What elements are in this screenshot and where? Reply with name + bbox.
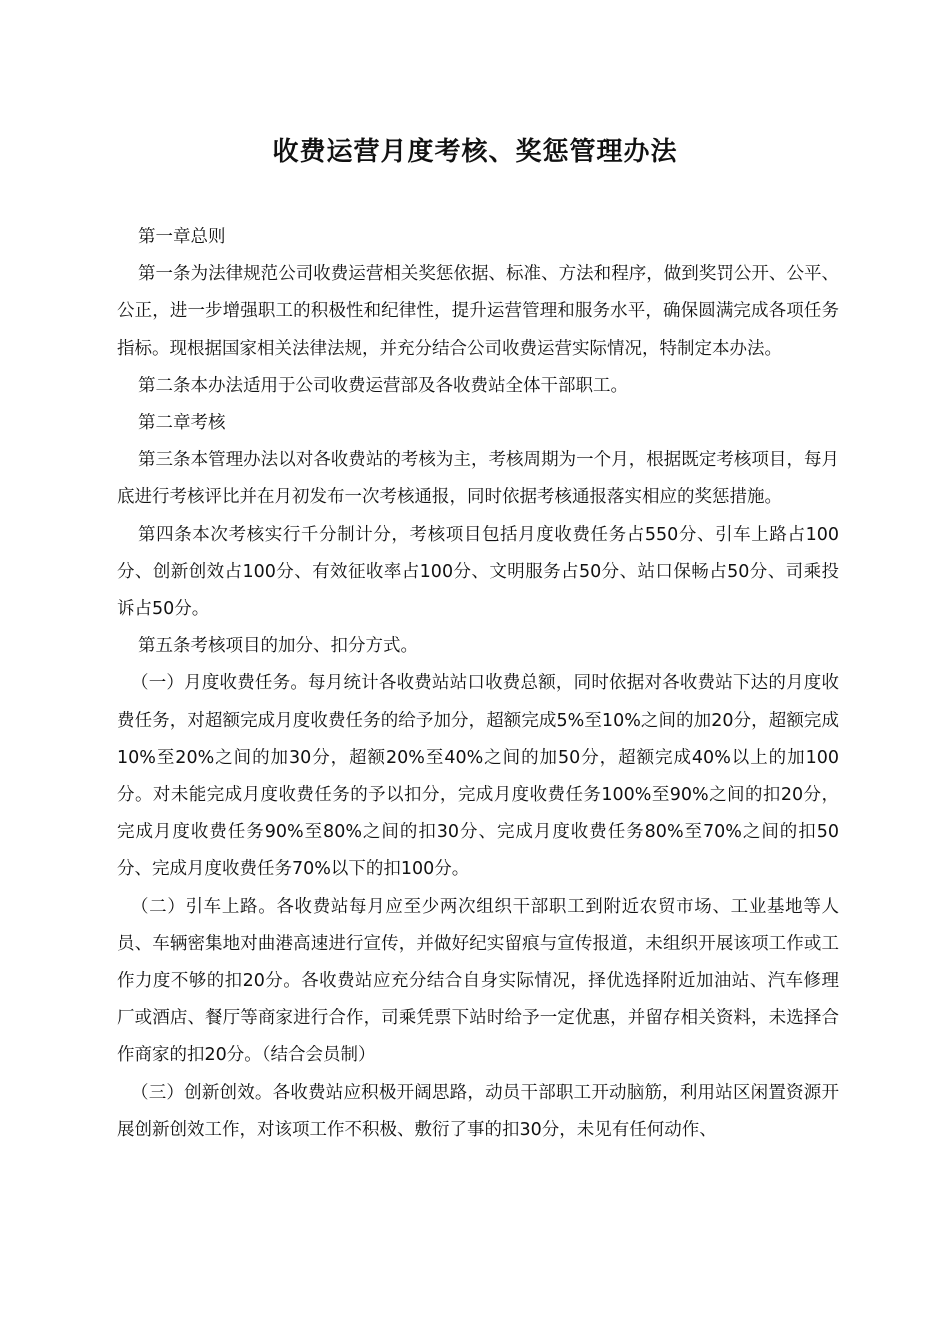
item-1-monthly-toll-task: （一）月度收费任务。每月统计各收费站站口收费总额，同时依据对各收费站下达的月度收费任务，对超额完成月度收费任务的给予加分，超额完成5%至10%之间的加20分，超额完成10%至20%之间的加30分，超额20%至40%之间的加50分，超额完成40%以上的加100分。对未能完成月度收费任务的予以扣分，完成月度收费任务100%至90%之间的扣20分，完成月度收费任务90%至80%之间的扣30分、完成月度收费任务80%至70%之间的扣50分、完成月度收费任务70%以下的扣100分。 — [117, 673, 839, 880]
item-2-vehicle-guidance: （二）引车上路。各收费站每月应至少两次组织干部职工到附近农贸市场、工业基地等人员、车辆密集地对曲港高速进行宣传，并做好纪实留痕与宣传报道，未组织开展该项工作或工作力度不够的扣20分。各收费站应充分结合自身实际情况，择优选择附近加油站、汽车修理厂或酒店、餐厅等商家进行合作，司乘凭票下站时给予一定优惠，并留存相关资料，未选择合作商家的扣20分。（结合会员制） — [117, 896, 839, 1066]
chapter-heading-assessment: 第二章考核 — [138, 413, 226, 434]
document-title: 收费运营月度考核、奖惩管理办法 — [272, 137, 678, 167]
article-3-paragraph: 第三条本管理办法以对各收费站的考核为主，考核周期为一个月，根据既定考核项目，每月底进行考核评比并在月初发布一次考核通报，同时依据考核通报落实相应的奖惩措施。 — [117, 450, 839, 508]
article-1-paragraph: 第一条为法律规范公司收费运营相关奖惩依据、标准、方法和程序，做到奖罚公开、公平、公正，进一步增强职工的积极性和纪律性，提升运营管理和服务水平，确保圆满完成各项任务指标。现根据国家相关法律法规，并充分结合公司收费运营实际情况，特制定本办法。 — [117, 264, 839, 359]
article-5-paragraph: 第五条考核项目的加分、扣分方式。 — [138, 636, 418, 657]
chapter-heading-general: 第一章总则 — [138, 227, 226, 247]
document-body — [117, 219, 839, 1149]
item-3-innovation: （三）创新创效。各收费站应积极开阔思路，动员干部职工开动脑筋，利用站区闲置资源开展创新创效工作，对该项工作不积极、敷衍了事的扣30分，未见有任何动作、 — [117, 1082, 839, 1140]
article-2-paragraph: 第二条本办法适用于公司收费运营部及各收费站全体干部职工。 — [138, 375, 628, 396]
article-4-paragraph: 第四条本次考核实行千分制计分，考核项目包括月度收费任务占550分、引车上路占100分、创新创效占100分、有效征收率占100分、文明服务占50分、站口保畅占50分、司乘投诉占50分。 — [117, 524, 839, 620]
